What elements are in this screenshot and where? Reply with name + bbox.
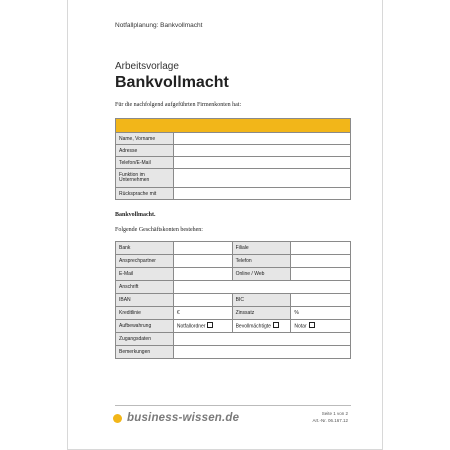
aufbewahrung-label: Aufbewahrung [116, 320, 174, 333]
row-label: Rücksprache mit [116, 188, 174, 200]
page-number: Seite 1 von 2 [321, 411, 348, 416]
bic-label: BIC [232, 294, 291, 307]
contact-person-field[interactable] [173, 255, 232, 268]
row-label: Adresse [116, 145, 174, 157]
euro-unit: € [176, 310, 180, 316]
contact-person-label: Ansprechpartner [116, 255, 174, 268]
bemerkungen-label: Bemerkungen [116, 346, 174, 359]
bank-table [115, 241, 351, 359]
function-field[interactable] [173, 169, 350, 188]
bevollmaechtigte-label: Bevollmächtigte [235, 323, 271, 330]
contact-field[interactable] [173, 188, 350, 200]
bank-label: Bank [116, 242, 174, 255]
section-title: Bankvollmacht. [115, 212, 156, 218]
iban-label: IBAN [116, 294, 174, 307]
table-row [116, 268, 351, 281]
table-row [116, 145, 351, 157]
row-label: Funktion im Unternehmen [116, 169, 174, 188]
bic-field[interactable] [291, 294, 351, 307]
filiale-field[interactable] [291, 242, 351, 255]
address-field[interactable] [173, 145, 350, 157]
filiale-label: Filiale [232, 242, 291, 255]
email-field[interactable] [173, 268, 232, 281]
notfallordner-option[interactable] [173, 320, 232, 333]
iban-field[interactable] [173, 294, 232, 307]
zinssatz-label: Zinssatz [232, 307, 291, 320]
table-row [116, 242, 351, 255]
footer-logo [113, 412, 239, 424]
kreditlinie-label: Kreditlinie [116, 307, 174, 320]
bevollmaechtigte-option[interactable] [232, 320, 291, 333]
anschrift-field[interactable] [173, 281, 350, 294]
percent-unit: % [294, 310, 299, 316]
table-row [116, 188, 351, 200]
table-row [116, 281, 351, 294]
notfallordner-checkbox[interactable] [207, 322, 213, 328]
kreditlinie-field[interactable] [173, 307, 232, 320]
table-row [116, 255, 351, 268]
table-row [116, 157, 351, 169]
table-row [116, 294, 351, 307]
bank-field[interactable] [173, 242, 232, 255]
email-label: E-Mail [116, 268, 174, 281]
page-header: Notfallplanung: Bankvollmacht [115, 22, 203, 29]
row-label: Name, Vorname [116, 133, 174, 145]
notfallordner-label: Notfallordner [176, 323, 206, 330]
document-title: Bankvollmacht [115, 74, 229, 91]
row-label: Telefon/E-Mail [116, 157, 174, 169]
table-row [116, 133, 351, 145]
document-subtitle: Arbeitsvorlage [115, 61, 179, 72]
notar-option[interactable] [291, 320, 351, 333]
person-table [115, 118, 351, 200]
anschrift-label: Anschrift [116, 281, 174, 294]
table-header-bar [116, 119, 351, 133]
zugangsdaten-label: Zugangsdaten [116, 333, 174, 346]
logo-text: business-wissen.de [127, 412, 240, 424]
bemerkungen-field[interactable] [173, 346, 350, 359]
telefon-label: Telefon [232, 255, 291, 268]
bevollmaechtigte-checkbox[interactable] [273, 322, 279, 328]
name-field[interactable] [173, 133, 350, 145]
online-field[interactable] [291, 268, 351, 281]
online-label: Online / Web [232, 268, 291, 281]
table-row [116, 320, 351, 333]
table-row [116, 307, 351, 320]
zugangsdaten-field[interactable] [173, 333, 350, 346]
zinssatz-field[interactable] [291, 307, 351, 320]
table-row [116, 346, 351, 359]
notar-label: Notar [294, 323, 307, 330]
section-intro: Folgende Geschäftskonten bestehen: [115, 227, 203, 233]
footer-info [312, 410, 348, 424]
logo-dot-icon [113, 414, 122, 423]
phone-email-field[interactable] [173, 157, 350, 169]
notar-checkbox[interactable] [309, 322, 315, 328]
footer-divider [115, 405, 351, 406]
intro-text: Für die nachfolgend aufgeführten Firmenkonten hat: [115, 102, 242, 108]
table-row [116, 169, 351, 188]
table-row [116, 333, 351, 346]
document-page [67, 0, 383, 450]
article-number: Art.-Nr. 06.167.12 [312, 418, 348, 423]
telefon-field[interactable] [291, 255, 351, 268]
